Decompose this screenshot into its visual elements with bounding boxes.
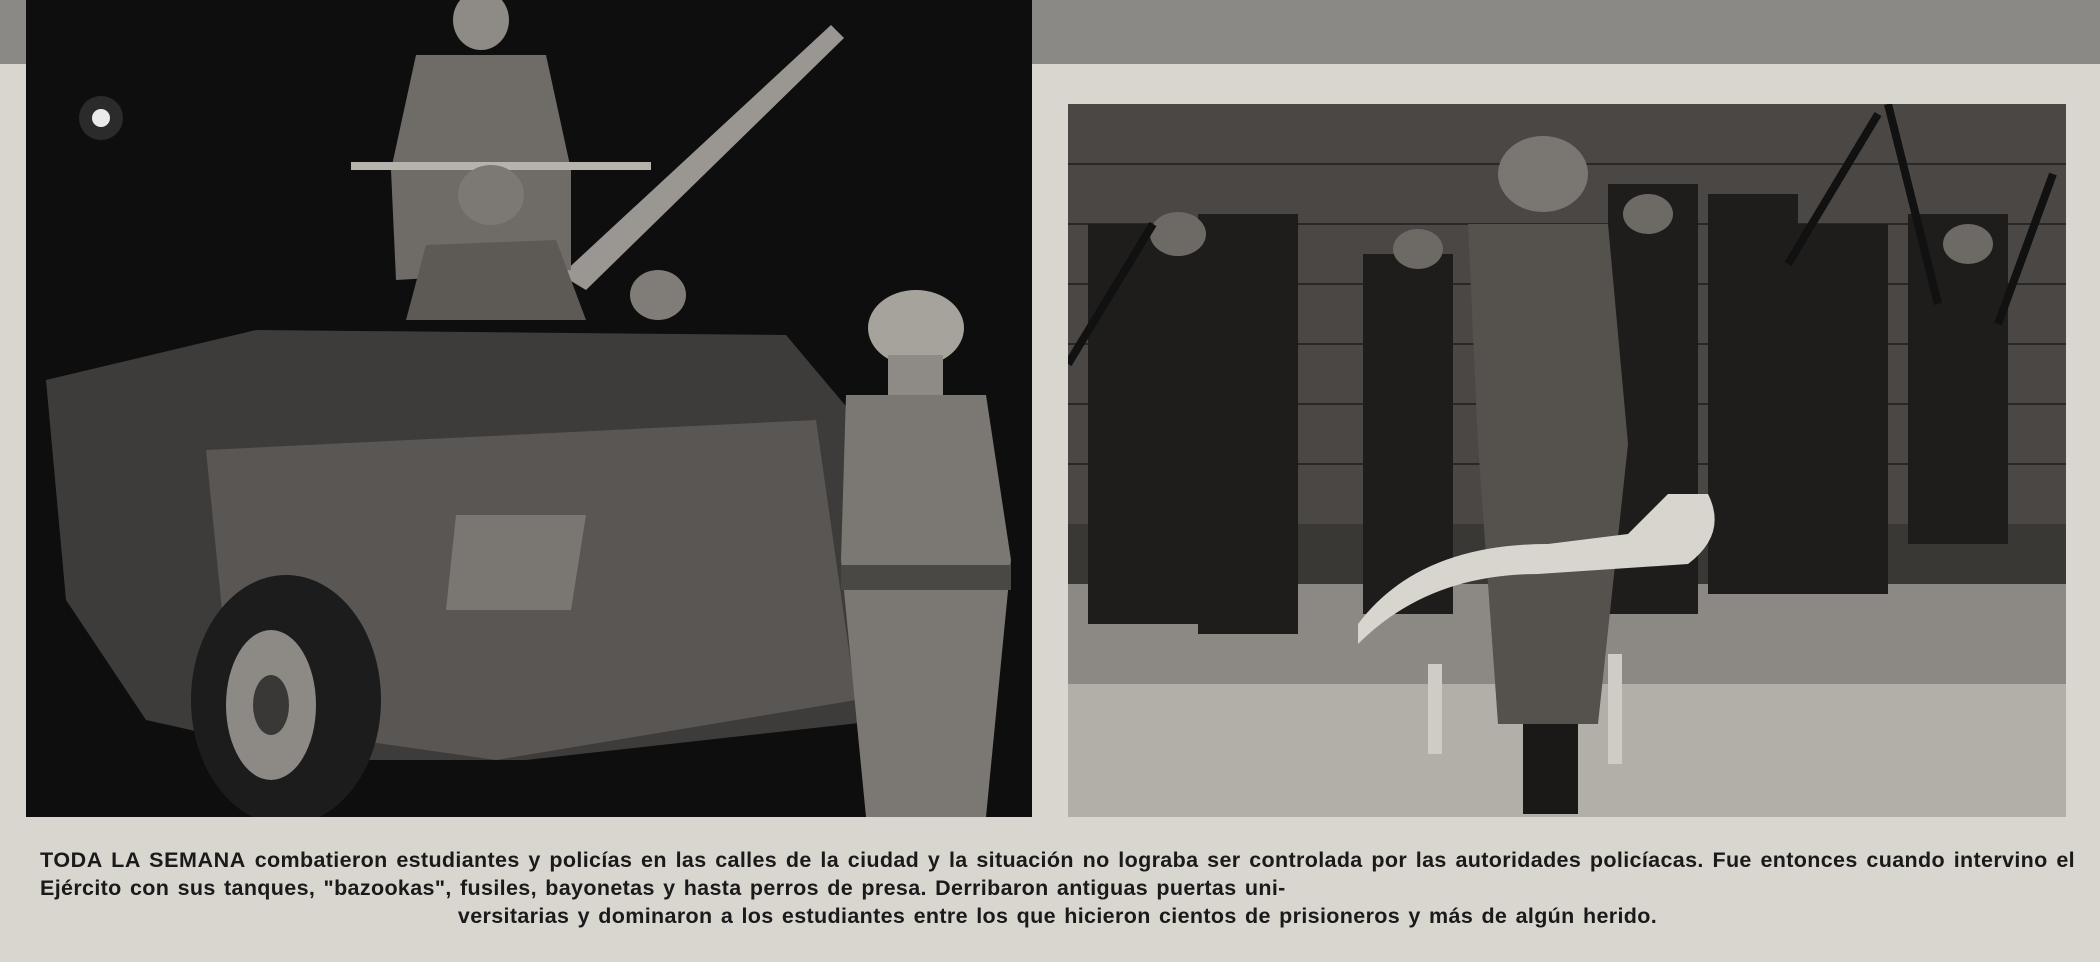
caption-line2: Fue entonces cuando intervino el Ejército con sus tanques, "bazookas", fusiles, bayonetas y hasta perros de presa. Derribaron antiguas puertas uni- xyxy=(40,848,2076,900)
photo-soldiers-with-dog xyxy=(1068,104,2066,817)
soldiers-dog-illustration xyxy=(1068,104,2066,817)
caption-lead: TODA LA SEMANA xyxy=(40,848,246,872)
photo-caption xyxy=(40,846,2075,930)
armored-vehicle-illustration xyxy=(26,0,1032,817)
caption-line3: versitarias y dominaron a los estudiantes entre los que hicieron cientos de prisioneros y más de algún herido. xyxy=(457,904,1658,928)
photo-armored-vehicle xyxy=(26,0,1032,817)
caption-line1: combatieron estudiantes y policías en las calles de la ciudad y la situación no lograba ser controlada por las autoridades policíacas. xyxy=(254,848,1704,872)
